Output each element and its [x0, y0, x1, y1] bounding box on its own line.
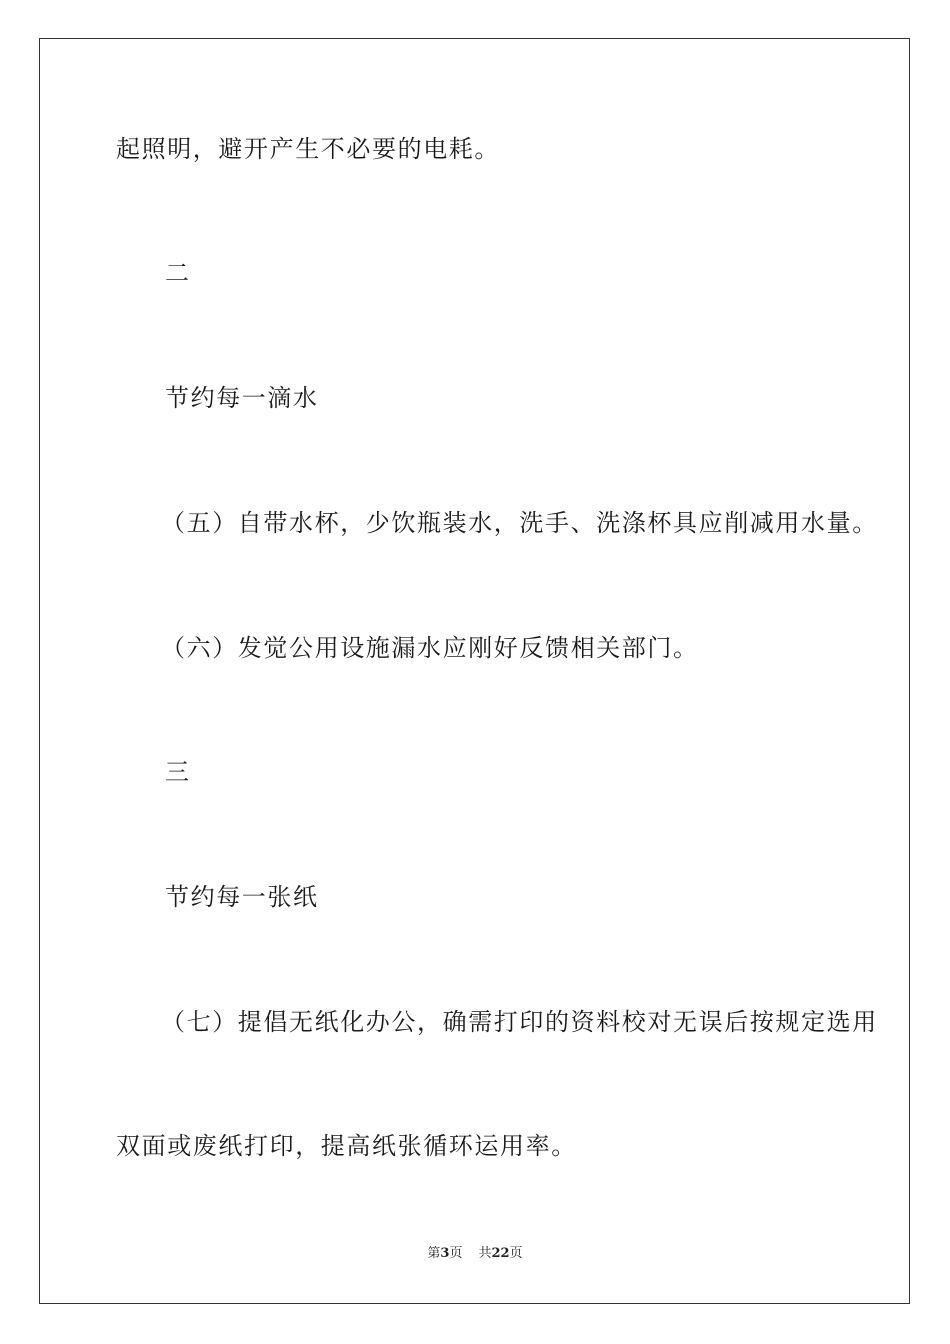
section-number-two: 二: [165, 259, 191, 287]
item-six: （六）发觉公用设施漏水应刚好反馈相关部门。: [161, 634, 699, 662]
section-heading-paper: 节约每一张纸: [165, 883, 319, 911]
page-prefix: 第: [427, 1246, 441, 1261]
total-pages: 22: [491, 1246, 510, 1261]
item-seven: （七）提倡无纸化办公，确需打印的资料校对无误后按规定选用: [161, 1008, 878, 1036]
page-number: 3: [440, 1246, 450, 1261]
page-footer: [0, 1244, 950, 1264]
section-number-three: 三: [165, 758, 191, 786]
page-border: [39, 38, 910, 1304]
page-suffix: 页: [449, 1246, 463, 1261]
item-five: （五）自带水杯，少饮瓶装水，洗手、洗涤杯具应削减用水量。: [161, 509, 878, 537]
item-seven-continuation: 双面或废纸打印，提高纸张循环运用率。: [116, 1132, 577, 1160]
total-suffix: 页: [509, 1246, 523, 1261]
paragraph-continuation: 起照明，避开产生不必要的电耗。: [116, 135, 500, 163]
section-heading-water: 节约每一滴水: [165, 384, 319, 412]
total-prefix: 共: [478, 1246, 492, 1261]
